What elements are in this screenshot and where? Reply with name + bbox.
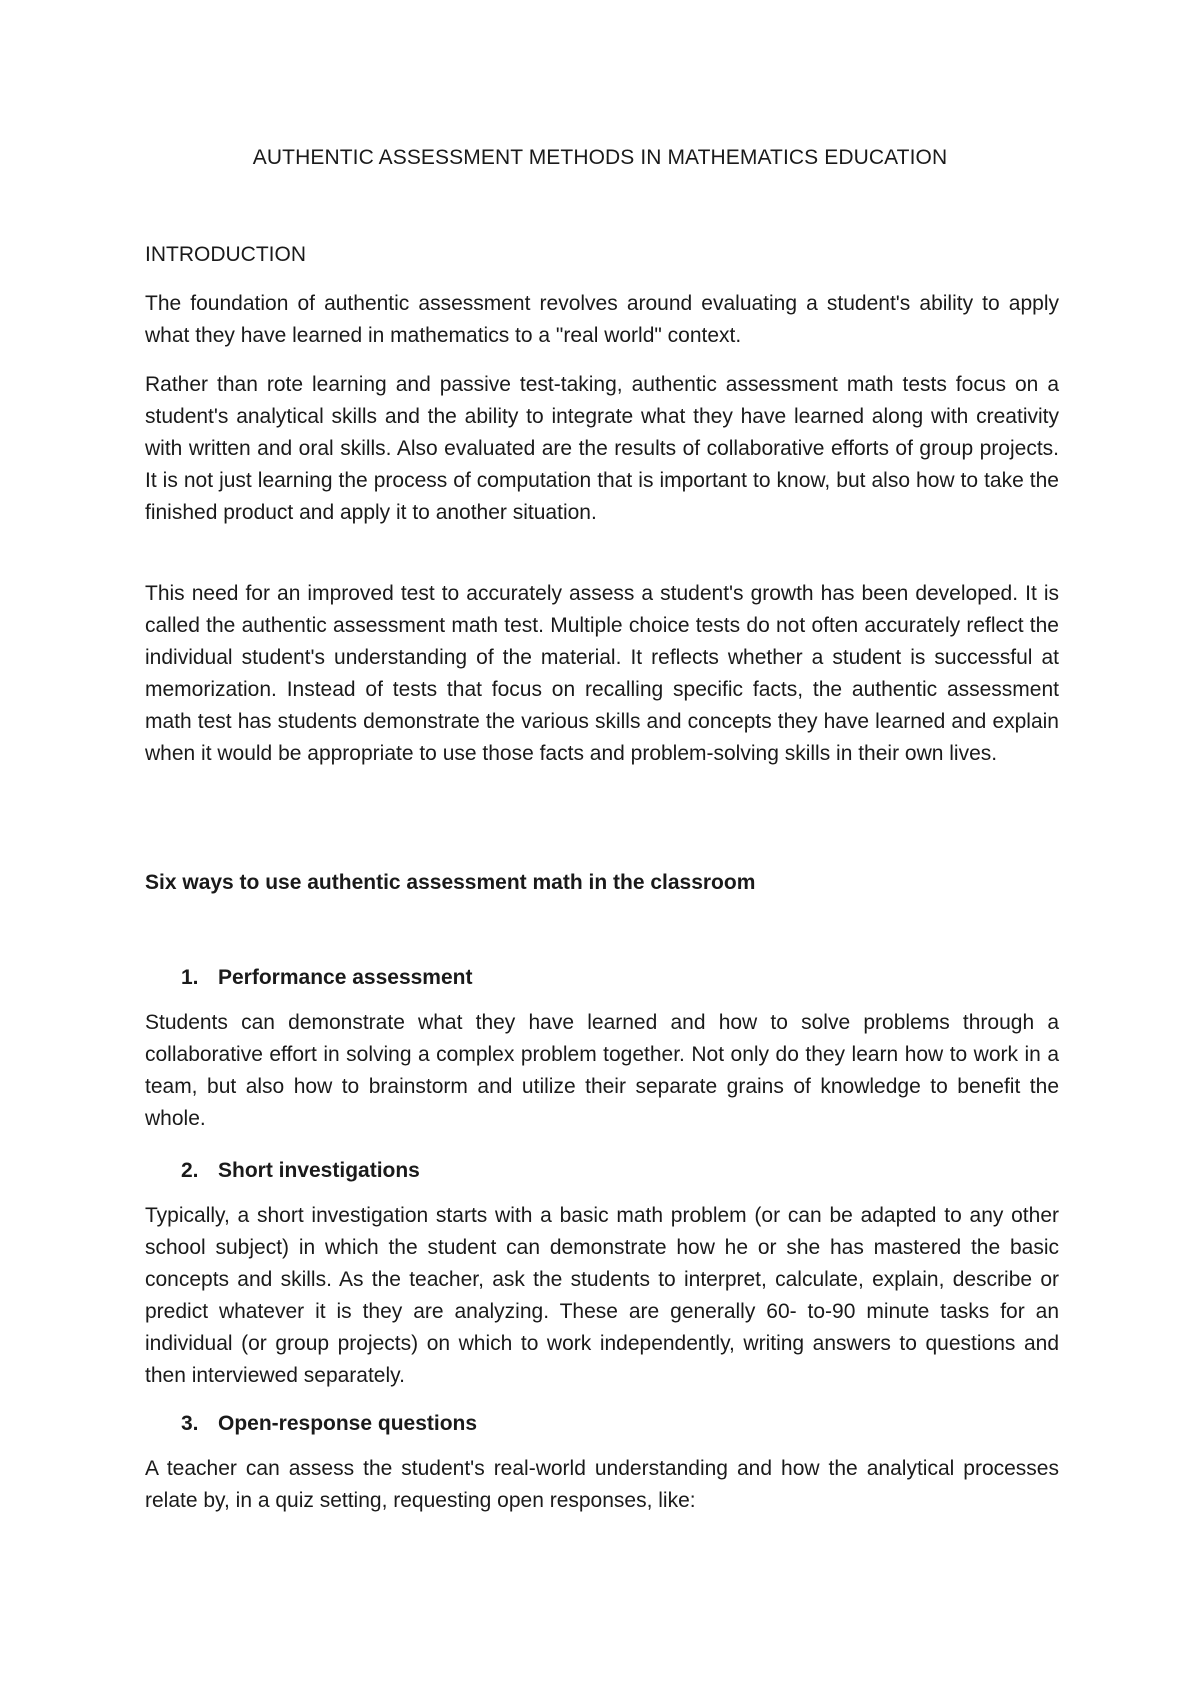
document-title: AUTHENTIC ASSESSMENT METHODS IN MATHEMATICS EDUCATION [252,146,948,169]
introduction-heading: INTRODUCTION [145,243,306,266]
list-item-number: 3. [181,1412,199,1435]
list-item-title: Short investigations [218,1159,420,1182]
list-item-number: 2. [181,1159,199,1182]
section-heading: Six ways to use authentic assessment math in the classroom [145,871,756,894]
list-item-heading-3 [181,1411,477,1437]
list-item-title: Performance assessment [218,966,473,989]
list-item-body-2: Typically, a short investigation starts with a basic math problem (or can be adapted to any other school subject) in which the student can demonstrate how he or she has mastered the basic concepts and skills. As the teacher, ask the students to interpret, calculate, explain, describe or predict whatever it is they are analyzing. These are generally 60- to-90 minute tasks for an individual (or group projects) on which to work independently, writing answers to questions and then interviewed separately. [145,1204,1059,1387]
list-item-number: 1. [181,966,199,989]
list-item-heading-1 [181,965,472,991]
intro-paragraph-1: The foundation of authentic assessment revolves around evaluating a student's ability to apply what they have learned in mathematics to a "real world" context. [145,292,1059,347]
intro-paragraph-2: Rather than rote learning and passive test-taking, authentic assessment math tests focus on a student's analytical skills and the ability to integrate what they have learned along with creativity with written and oral skills. Also evaluated are the results of collaborative efforts of group projects. It is not just learning the process of computation that is important to know, but also how to take the finished product and apply it to another situation. [145,373,1059,524]
list-item-body-3: A teacher can assess the student's real-world understanding and how the analytical processes relate by, in a quiz setting, requesting open responses, like: [145,1457,1059,1512]
intro-paragraph-3: This need for an improved test to accurately assess a student's growth has been developed. It is called the authentic assessment math test. Multiple choice tests do not often accurately reflect the individual student's understanding of the material. It reflects whether a student is successful at memorization. Instead of tests that focus on recalling specific facts, the authentic assessment math test has students demonstrate the various skills and concepts they have learned and explain when it would be appropriate to use those facts and problem-solving skills in their own lives. [145,582,1059,765]
list-item-body-1: Students can demonstrate what they have learned and how to solve problems through a collaborative effort in solving a complex problem together. Not only do they learn how to work in a team, but also how to brainstorm and utilize their separate grains of knowledge to benefit the whole. [145,1011,1059,1130]
list-item-title: Open-response questions [218,1412,478,1435]
list-item-heading-2 [181,1158,420,1184]
